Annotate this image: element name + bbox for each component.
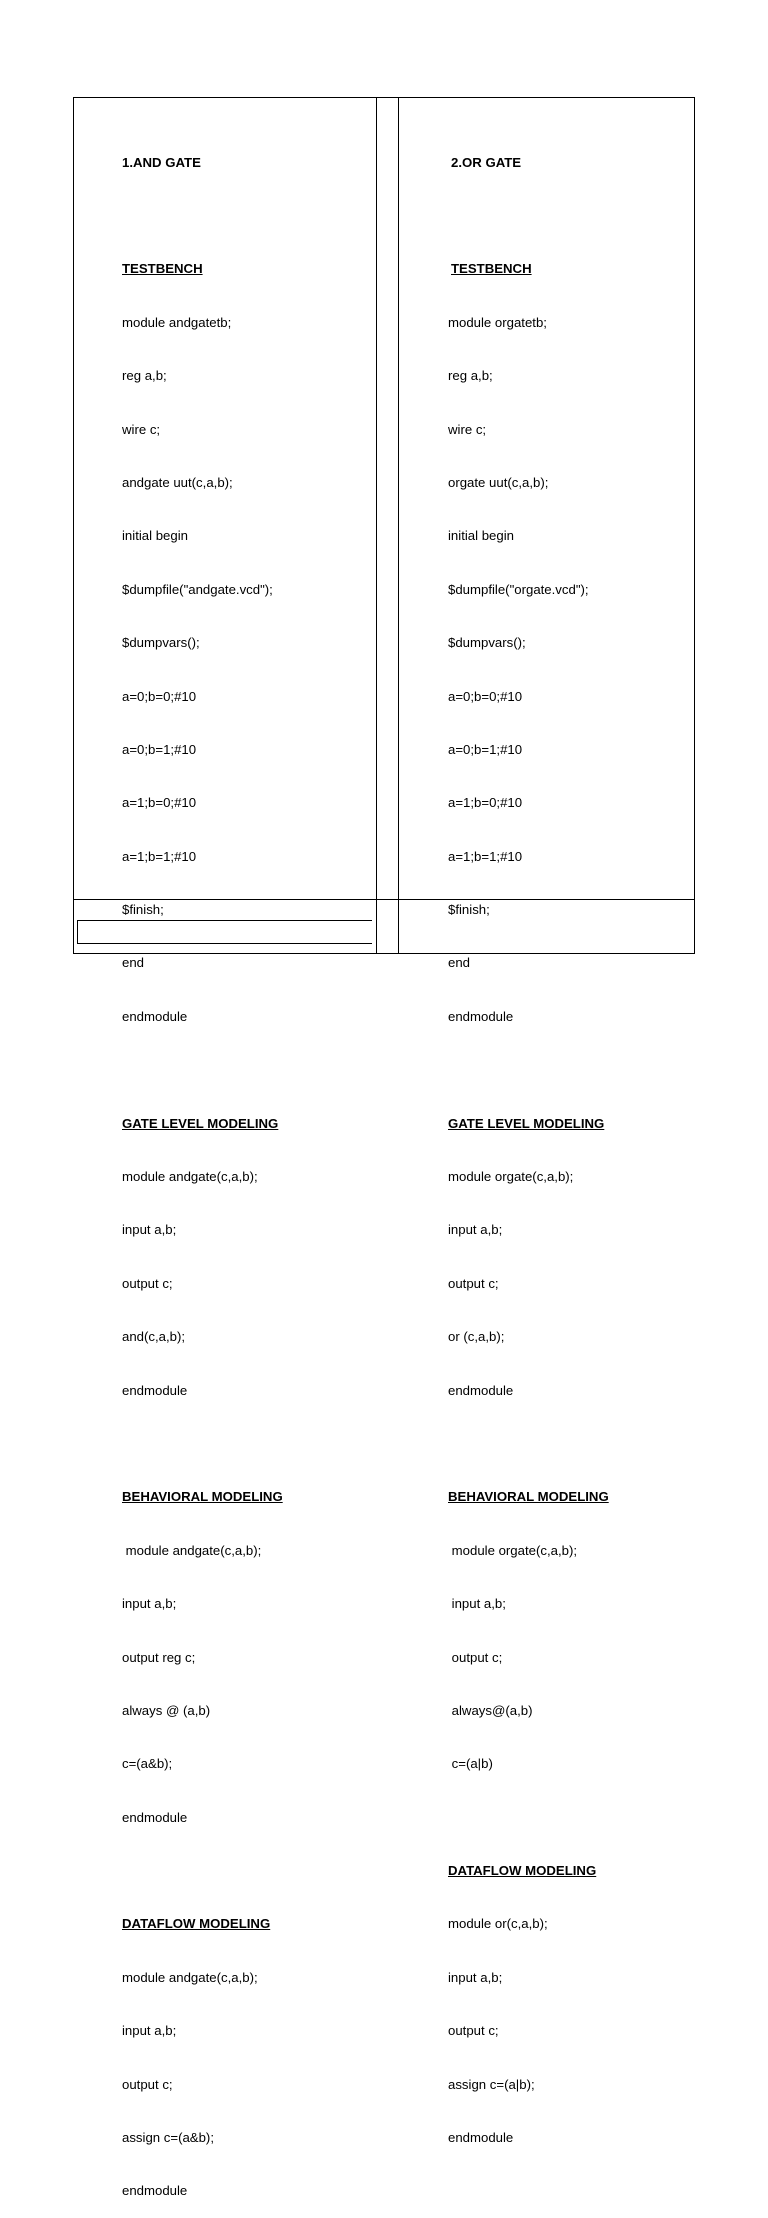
dataflow-heading: DATAFLOW MODELING — [448, 1863, 597, 1879]
code-line: a=0;b=1;#10 — [448, 741, 523, 757]
gate-level-heading: GATE LEVEL MODELING — [122, 1115, 279, 1131]
code-line: output reg c; — [122, 1649, 196, 1665]
or-gate-title: 2.OR GATE — [451, 154, 522, 170]
testbench-heading: TESTBENCH — [122, 261, 203, 277]
code-line: endmodule — [448, 1008, 514, 1024]
code-line: and(c,a,b); — [122, 1329, 186, 1345]
code-line: $finish; — [122, 902, 164, 918]
code-line: a=0;b=1;#10 — [122, 741, 197, 757]
code-line: assign c=(a|b); — [448, 2076, 535, 2092]
code-line: module andgate(c,a,b); — [122, 1969, 258, 1985]
dataflow-heading: DATAFLOW MODELING — [122, 1916, 271, 1932]
code-line: always@(a,b) — [448, 1702, 533, 1718]
code-line: endmodule — [122, 2183, 188, 2199]
code-line: input a,b; — [122, 1596, 177, 1612]
and-gate-column — [122, 118, 283, 2218]
code-line: output c; — [448, 2023, 499, 2039]
code-line: or (c,a,b); — [448, 1329, 505, 1345]
code-line: module andgatetb; — [122, 314, 232, 330]
code-line: initial begin — [122, 528, 188, 544]
code-line: input a,b; — [448, 1969, 503, 1985]
code-line: a=1;b=1;#10 — [448, 848, 523, 864]
code-line: endmodule — [448, 2130, 514, 2146]
code-line: wire c; — [448, 421, 487, 437]
code-line: input a,b; — [448, 1596, 506, 1612]
code-line: c=(a&b); — [122, 1756, 173, 1772]
code-line: a=0;b=0;#10 — [448, 688, 523, 704]
code-line: output c; — [122, 1275, 173, 1291]
code-line: $finish; — [448, 902, 490, 918]
code-line: c=(a|b) — [448, 1756, 493, 1772]
code-line: endmodule — [122, 1008, 188, 1024]
code-line: module andgate(c,a,b); — [122, 1169, 258, 1185]
code-line: input a,b; — [122, 2023, 177, 2039]
code-line: reg a,b; — [122, 368, 167, 384]
code-line: endmodule — [122, 1382, 188, 1398]
code-line: input a,b; — [122, 1222, 177, 1238]
code-line: $dumpvars(); — [448, 635, 526, 651]
code-line: end — [122, 955, 145, 971]
and-gate-title: 1.AND GATE — [122, 154, 201, 170]
code-line: assign c=(a&b); — [122, 2130, 214, 2146]
code-line: endmodule — [448, 1382, 514, 1398]
code-line: module orgate(c,a,b); — [448, 1542, 578, 1558]
code-line: $dumpvars(); — [122, 635, 200, 651]
code-line: module orgate(c,a,b); — [448, 1169, 574, 1185]
testbench-heading: TESTBENCH — [451, 261, 532, 277]
code-line: output c; — [122, 2076, 173, 2092]
code-line: always @ (a,b) — [122, 1702, 211, 1718]
code-line: a=1;b=0;#10 — [448, 795, 523, 811]
or-gate-column — [448, 118, 609, 2165]
code-line: end — [448, 955, 471, 971]
code-line: a=0;b=0;#10 — [122, 688, 197, 704]
code-line: module or(c,a,b); — [448, 1916, 548, 1932]
code-line: orgate uut(c,a,b); — [448, 474, 549, 490]
behavioral-heading: BEHAVIORAL MODELING — [448, 1489, 609, 1505]
code-line: endmodule — [122, 1809, 188, 1825]
behavioral-heading: BEHAVIORAL MODELING — [122, 1489, 283, 1505]
code-line: wire c; — [122, 421, 161, 437]
code-line: module orgatetb; — [448, 314, 547, 330]
code-line: a=1;b=0;#10 — [122, 795, 197, 811]
code-line: a=1;b=1;#10 — [122, 848, 197, 864]
code-line: initial begin — [448, 528, 514, 544]
code-line: $dumpfile("andgate.vcd"); — [122, 581, 273, 597]
column-divider-right — [398, 97, 399, 954]
column-divider-left — [376, 97, 377, 954]
code-line: output c; — [448, 1649, 503, 1665]
code-line: output c; — [448, 1275, 499, 1291]
gate-level-heading: GATE LEVEL MODELING — [448, 1115, 605, 1131]
code-line: module andgate(c,a,b); — [122, 1542, 262, 1558]
code-line: input a,b; — [448, 1222, 503, 1238]
code-line: $dumpfile("orgate.vcd"); — [448, 581, 589, 597]
code-line: andgate uut(c,a,b); — [122, 474, 233, 490]
code-line: reg a,b; — [448, 368, 493, 384]
